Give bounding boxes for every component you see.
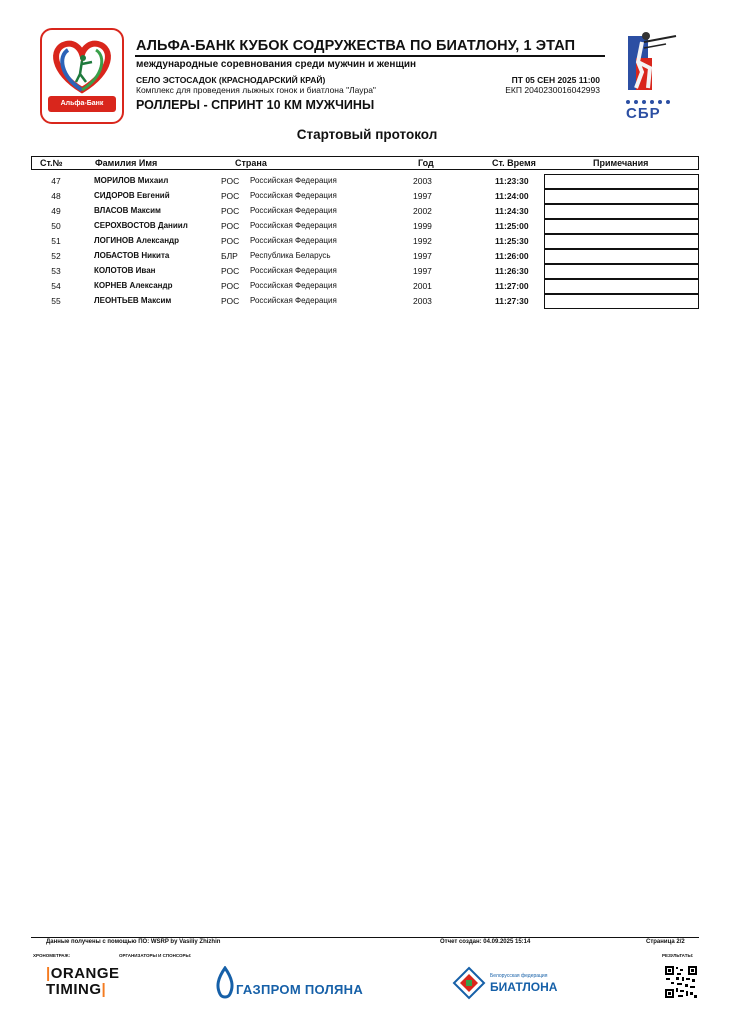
- country-name-cell: Российская Федерация: [250, 236, 337, 245]
- event-subtitle: международные соревнования среди мужчин и женщин: [136, 59, 417, 70]
- notes-cell: [544, 174, 699, 189]
- event-location: СЕЛО ЭСТОСАДОК (КРАСНОДАРСКИЙ КРАЙ): [136, 75, 326, 85]
- col-notes-header: Примечания: [593, 158, 649, 168]
- country-name-cell: Российская Федерация: [250, 221, 337, 230]
- nation-code-cell: РОС: [221, 191, 240, 201]
- bib-cell: 50: [51, 221, 61, 231]
- athlete-name-cell: ЛОГИНОВ Александр: [94, 236, 180, 245]
- notes-cell: [544, 294, 699, 309]
- flame-icon: [214, 966, 236, 1000]
- country-name-cell: Российская Федерация: [250, 281, 337, 290]
- table-header: [31, 156, 699, 170]
- birth-year-cell: 1997: [413, 251, 432, 261]
- birth-year-cell: 1997: [413, 266, 432, 276]
- table-row: [31, 189, 699, 204]
- bib-cell: 52: [51, 251, 61, 261]
- results-qr-code[interactable]: [664, 965, 698, 999]
- footer-divider: [31, 937, 699, 938]
- col-bib-header: Ст.№: [40, 158, 63, 168]
- athlete-name-cell: ЛЕОНТЬЕВ Максим: [94, 296, 172, 305]
- ornament-icon: [452, 966, 486, 1000]
- orange-line2: TIMING: [46, 981, 102, 998]
- notes-cell: [544, 219, 699, 234]
- nation-code-cell: РОС: [221, 236, 240, 246]
- country-name-cell: Российская Федерация: [250, 191, 337, 200]
- birth-year-cell: 1997: [413, 191, 432, 201]
- table-row: [31, 174, 699, 189]
- start-time-cell: 11:24:30: [495, 206, 529, 216]
- alfa-cup-logo: [40, 28, 124, 124]
- nation-code-cell: РОС: [221, 176, 240, 186]
- athlete-name-cell: КОРНЕВ Александр: [94, 281, 173, 290]
- start-time-cell: 11:25:30: [495, 236, 529, 246]
- athlete-name-cell: МОРИЛОВ Михаил: [94, 176, 169, 185]
- sbr-logo-text: СБР: [626, 105, 661, 122]
- nation-code-cell: РОС: [221, 296, 240, 306]
- notes-cell: [544, 264, 699, 279]
- title-divider: [135, 55, 605, 57]
- sbr-logo: [622, 28, 680, 120]
- bib-cell: 54: [51, 281, 61, 291]
- notes-cell: [544, 279, 699, 294]
- gazprom-polyana-logo: [214, 966, 364, 1000]
- event-venue: Комплекс для проведения лыжных гонок и биатлона "Лаура": [136, 85, 376, 95]
- notes-cell: [544, 234, 699, 249]
- bib-cell: 47: [51, 176, 61, 186]
- birth-year-cell: 1992: [413, 236, 432, 246]
- birth-year-cell: 2002: [413, 206, 432, 216]
- table-row: [31, 264, 699, 279]
- col-country-header: Страна: [235, 158, 267, 168]
- race-title: РОЛЛЕРЫ - СПРИНТ 10 КМ МУЖЧИНЫ: [136, 98, 375, 112]
- col-year-header: Год: [418, 158, 434, 168]
- birth-year-cell: 2001: [413, 281, 432, 291]
- nation-code-cell: РОС: [221, 221, 240, 231]
- notes-cell: [544, 204, 699, 219]
- table-row: [31, 234, 699, 249]
- start-time-cell: 11:23:30: [495, 176, 529, 186]
- birth-year-cell: 2003: [413, 176, 432, 186]
- country-name-cell: Российская Федерация: [250, 176, 337, 185]
- table-row: [31, 204, 699, 219]
- data-source: Данные получены с помощью ПО: WSRP by Vasiliy Zhizhin: [46, 939, 221, 945]
- bfb-big-text: БИАТЛОНА: [490, 980, 558, 994]
- start-time-cell: 11:26:00: [495, 251, 529, 261]
- nation-code-cell: РОС: [221, 281, 240, 291]
- country-name-cell: Республика Беларусь: [250, 251, 331, 260]
- athlete-name-cell: ЛОБАСТОВ Никита: [94, 251, 170, 260]
- event-date: ПТ 05 СЕН 2025 11:00: [511, 75, 600, 85]
- gazprom-text: ГАЗПРОМ ПОЛЯНА: [236, 982, 364, 997]
- table-row: [31, 294, 699, 309]
- athlete-name-cell: СИДОРОВ Евгений: [94, 191, 170, 200]
- start-time-cell: 11:27:00: [495, 281, 529, 291]
- table-row: [31, 219, 699, 234]
- nation-code-cell: РОС: [221, 266, 240, 276]
- table-row: [31, 279, 699, 294]
- alfa-bank-badge: Альфа-Банк: [48, 96, 116, 112]
- notes-cell: [544, 249, 699, 264]
- athlete-name-cell: ВЛАСОВ Максим: [94, 206, 161, 215]
- bfb-small-text: Белорусская федерация: [490, 973, 548, 979]
- nation-code-cell: РОС: [221, 206, 240, 216]
- start-time-cell: 11:24:00: [495, 191, 529, 201]
- bib-cell: 53: [51, 266, 61, 276]
- country-name-cell: Российская Федерация: [250, 296, 337, 305]
- start-time-cell: 11:27:30: [495, 296, 529, 306]
- sponsors-label: ОРГАНИЗАТОРЫ И СПОНСОРЫ:: [119, 953, 192, 958]
- orange-timing-logo: |ORANGE TIMING|: [46, 965, 120, 998]
- results-label: РЕЗУЛЬТАТЫ:: [662, 953, 694, 958]
- table-row: [31, 249, 699, 264]
- country-name-cell: Российская Федерация: [250, 206, 337, 215]
- athlete-name-cell: СЕРОХВОСТОВ Даниил: [94, 221, 188, 230]
- birth-year-cell: 1999: [413, 221, 432, 231]
- event-title: АЛЬФА-БАНК КУБОК СОДРУЖЕСТВА ПО БИАТЛОНУ, 1 ЭТАП: [136, 38, 576, 54]
- nation-code-cell: БЛР: [221, 251, 238, 261]
- country-name-cell: Российская Федерация: [250, 266, 337, 275]
- bib-cell: 48: [51, 191, 61, 201]
- bib-cell: 55: [51, 296, 61, 306]
- orange-line1: ORANGE: [50, 965, 120, 982]
- col-start-time-header: Ст. Время: [492, 158, 536, 168]
- belarus-biathlon-logo: [452, 966, 558, 1005]
- timing-label: ХРОНОМЕТРАЖ:: [33, 953, 71, 958]
- protocol-title: Стартовый протокол: [296, 127, 438, 142]
- notes-cell: [544, 189, 699, 204]
- col-name-header: Фамилия Имя: [95, 158, 158, 168]
- bib-cell: 49: [51, 206, 61, 216]
- birth-year-cell: 2003: [413, 296, 432, 306]
- page-number: Страница 2/2: [646, 939, 685, 945]
- start-time-cell: 11:25:00: [495, 221, 529, 231]
- bib-cell: 51: [51, 236, 61, 246]
- report-created: Отчет создан: 04.09.2025 15:14: [440, 939, 531, 945]
- ekp-number: ЕКП 2040230016042993: [505, 85, 600, 95]
- heart-biathlete-icon: [42, 30, 122, 100]
- start-time-cell: 11:26:30: [495, 266, 529, 276]
- athlete-name-cell: КОЛОТОВ Иван: [94, 266, 156, 275]
